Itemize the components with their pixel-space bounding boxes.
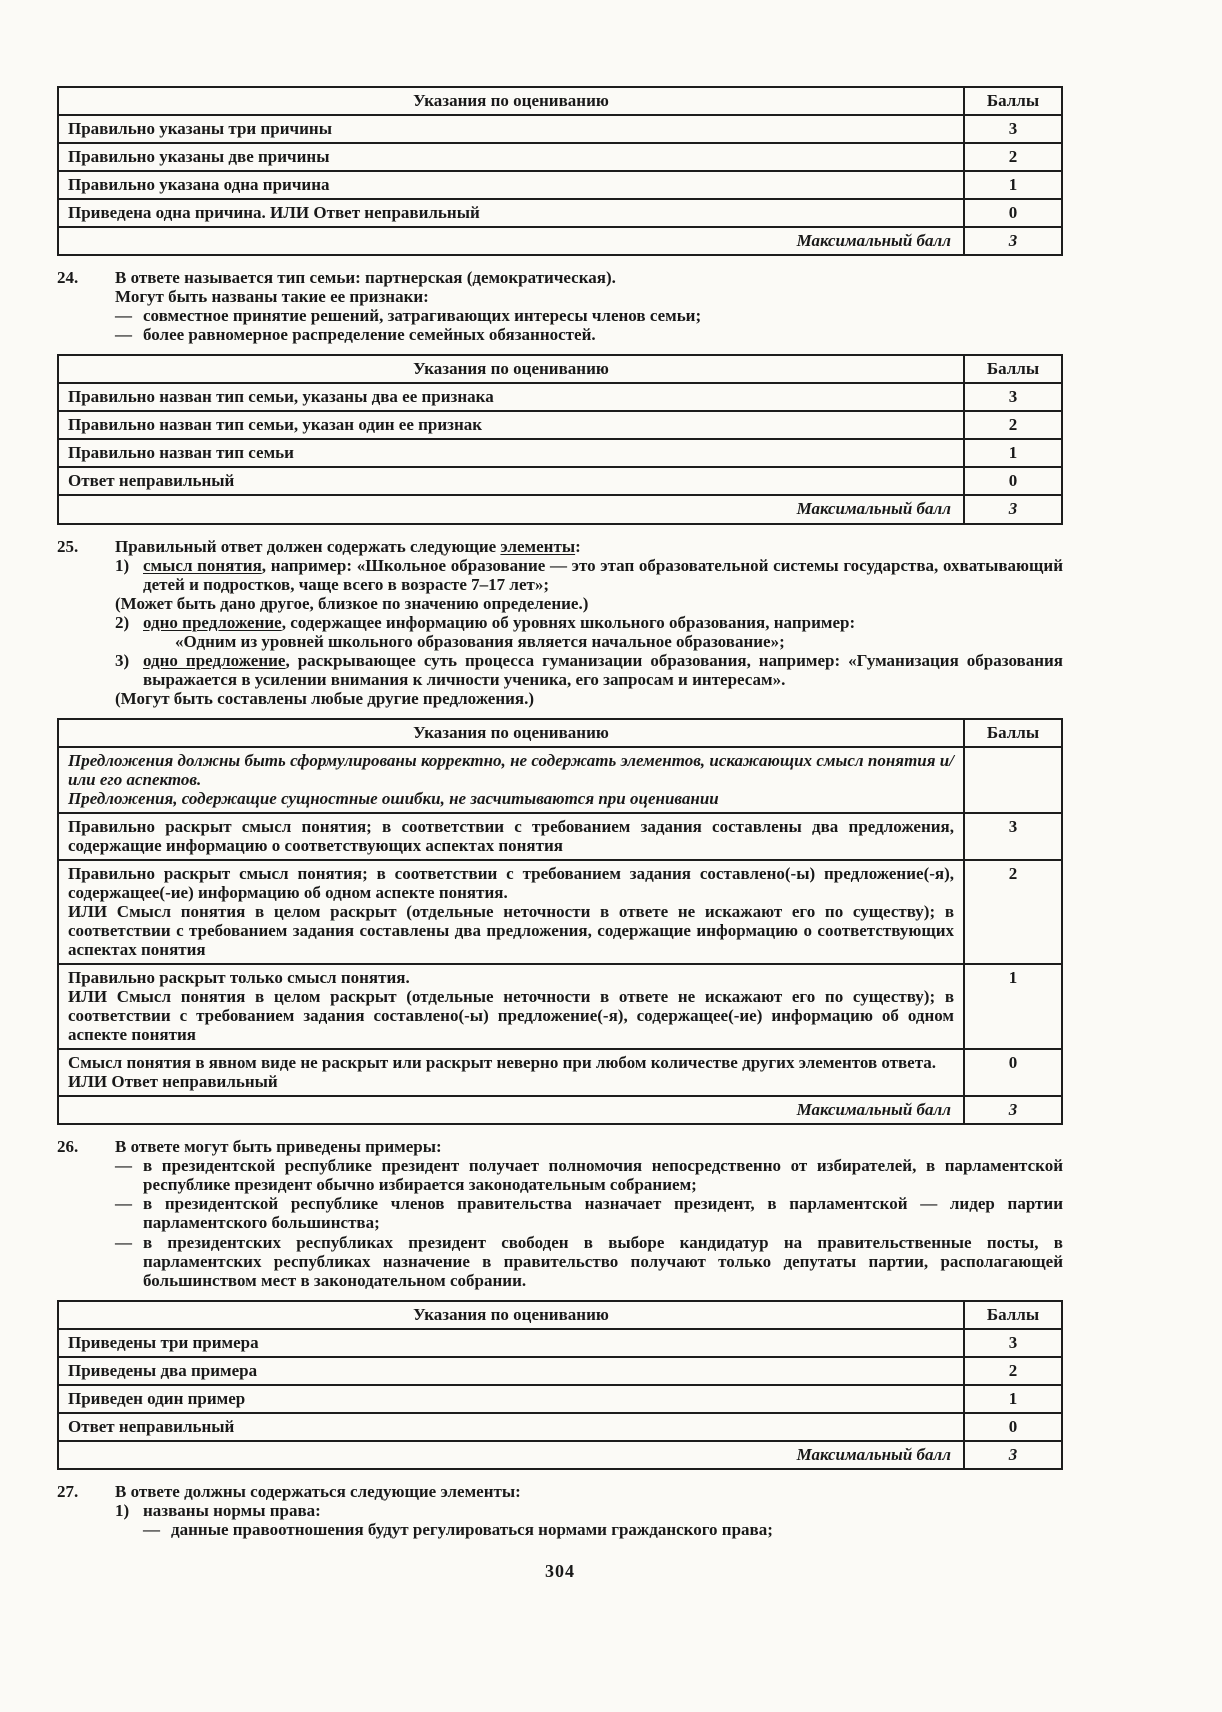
table-header-row bbox=[58, 87, 1062, 115]
score-cell: 0 bbox=[964, 199, 1062, 227]
criteria-cell: Приведена одна причина. ИЛИ Ответ неправильный bbox=[58, 199, 964, 227]
table-row bbox=[58, 439, 1062, 467]
underlined-term: одно предложение bbox=[143, 612, 282, 632]
score-cell: 2 bbox=[964, 411, 1062, 439]
dash-marker: — bbox=[143, 1519, 160, 1539]
criteria-text: Правильно раскрыт только смысл понятия. bbox=[68, 968, 410, 988]
max-score-label: Максимальный балл bbox=[58, 1096, 964, 1124]
score-cell: 3 bbox=[964, 115, 1062, 143]
criteria-cell: Приведены два примера bbox=[58, 1357, 964, 1385]
max-score-label: Максимальный балл bbox=[58, 495, 964, 523]
score-cell: 0 bbox=[964, 1413, 1062, 1441]
note-line: (Может быть дано другое, близкое по значению определение.) bbox=[115, 593, 589, 613]
dash-marker: — bbox=[115, 1232, 132, 1252]
task-24 bbox=[57, 268, 1063, 344]
numbered-text bbox=[143, 651, 1063, 689]
note-text: Предложения, содержащие сущностные ошибки, не засчитываются при оценивании bbox=[68, 788, 719, 808]
bullet-text: совместное принятие решений, затрагивающих интересы членов семьи; bbox=[143, 306, 702, 326]
numbered-item-2 bbox=[115, 613, 1063, 632]
table-row bbox=[58, 143, 1062, 171]
table-row bbox=[58, 411, 1062, 439]
page-content bbox=[57, 86, 1063, 1581]
score-cell: 1 bbox=[964, 964, 1062, 1049]
criteria-cell: Правильно указаны три причины bbox=[58, 115, 964, 143]
max-score-row bbox=[58, 227, 1062, 255]
score-cell-empty bbox=[964, 747, 1062, 813]
table-row bbox=[58, 171, 1062, 199]
score-cell: 3 bbox=[964, 1329, 1062, 1357]
max-score-value: 3 bbox=[964, 227, 1062, 255]
table-header-row bbox=[58, 1301, 1062, 1329]
score-cell: 0 bbox=[964, 1049, 1062, 1096]
dash-marker: — bbox=[115, 325, 132, 345]
page-number: 304 bbox=[545, 1560, 575, 1581]
list-marker: 2) bbox=[115, 612, 130, 632]
table-row bbox=[58, 1329, 1062, 1357]
dash-marker: — bbox=[115, 306, 132, 326]
task-27-head bbox=[57, 1482, 1063, 1501]
table-row bbox=[58, 964, 1062, 1049]
criteria-text: Правильно раскрыт смысл понятия; в соответствии с требованием задания составлены два предложения, содержащие информацию о соответствующих аспектах понятия bbox=[68, 816, 954, 855]
criteria-cell bbox=[58, 860, 964, 964]
task-25 bbox=[57, 537, 1063, 708]
numbered-text: названы нормы права: bbox=[143, 1500, 321, 1520]
criteria-cell bbox=[58, 1049, 964, 1096]
numbered-text bbox=[143, 556, 1063, 594]
criteria-cell: Правильно назван тип семьи bbox=[58, 439, 964, 467]
criteria-cell: Правильно указаны две причины bbox=[58, 143, 964, 171]
table-row bbox=[58, 383, 1062, 411]
task-number: 26. bbox=[57, 1137, 79, 1157]
bullet-item bbox=[115, 1156, 1063, 1194]
lead-text: : bbox=[575, 536, 581, 556]
table-row bbox=[58, 1049, 1062, 1096]
bullet-text: в президентской республике президент получает полномочия непосредственно от избирателей, в парламентской республике президент обычно избирается законодательным собранием; bbox=[143, 1156, 1063, 1195]
bullet-item bbox=[143, 1520, 1063, 1539]
table-row bbox=[58, 813, 1062, 860]
table-header-row bbox=[58, 719, 1062, 747]
score-cell: 2 bbox=[964, 143, 1062, 171]
score-header: Баллы bbox=[964, 719, 1062, 747]
bullet-item bbox=[115, 1194, 1063, 1232]
sub-list bbox=[143, 1520, 1063, 1539]
scoring-table-1 bbox=[57, 86, 1063, 256]
scoring-table-2 bbox=[57, 354, 1063, 524]
task-lead: В ответе могут быть приведены примеры: bbox=[115, 1137, 442, 1157]
criteria-text: ИЛИ Смысл понятия в целом раскрыт (отдельные неточности в ответе не искажают его по существу); в соответствии с требованием задания составлено(-ы) предложение(-я), содержащее(-ие) информацию об одном аспекте понятия bbox=[68, 987, 954, 1045]
bullet-text: в президентских республиках президент свободен в выборе кандидатур на правительственные посты, в парламентских республиках назначение в правительство получают только депутаты партии, располагающей большинством мест в законодательном собрании. bbox=[143, 1232, 1063, 1290]
score-header: Баллы bbox=[964, 1301, 1062, 1329]
task-number: 27. bbox=[57, 1481, 79, 1501]
task-26-body bbox=[115, 1156, 1063, 1289]
list-marker: 1) bbox=[115, 1500, 130, 1520]
item-text: , содержащее информацию об уровнях школьного образования, например: bbox=[281, 612, 856, 632]
max-score-value: 3 bbox=[964, 1441, 1062, 1469]
underlined-term: одно предложение bbox=[143, 650, 286, 670]
numbered-item-1 bbox=[115, 1501, 1063, 1520]
max-score-value: 3 bbox=[964, 495, 1062, 523]
item-text: , раскрывающее суть процесса гуманизации образования, например: «Гуманизация образования выражается в усилении внимания к личности ученика, его запросам и интересам». bbox=[143, 650, 1063, 689]
list-marker: 1) bbox=[115, 555, 130, 575]
score-cell: 2 bbox=[964, 1357, 1062, 1385]
criteria-note-cell bbox=[58, 747, 964, 813]
criteria-cell: Правильно назван тип семьи, указаны два ее признака bbox=[58, 383, 964, 411]
criteria-text: Смысл понятия в явном виде не раскрыт или раскрыт неверно при любом количестве других элементов ответа. bbox=[68, 1053, 937, 1073]
criteria-cell: Приведен один пример bbox=[58, 1385, 964, 1413]
score-header: Баллы bbox=[964, 355, 1062, 383]
table-row bbox=[58, 115, 1062, 143]
score-cell: 2 bbox=[964, 860, 1062, 964]
criteria-text: ИЛИ Смысл понятия в целом раскрыт (отдельные неточности в ответе не искажают его по существу); в соответствии с требованием задания составлены два предложения, содержащие информацию о соответствующих аспектах понятия bbox=[68, 902, 954, 960]
scoring-table-3 bbox=[57, 718, 1063, 1126]
score-cell: 3 bbox=[964, 383, 1062, 411]
note-line: (Могут быть составлены любые другие предложения.) bbox=[115, 688, 535, 708]
task-24-head bbox=[57, 268, 1063, 287]
dash-marker: — bbox=[115, 1194, 132, 1214]
task-24-body bbox=[115, 287, 1063, 344]
table-row bbox=[58, 860, 1062, 964]
task-number: 24. bbox=[57, 268, 79, 288]
score-cell: 1 bbox=[964, 171, 1062, 199]
task-lead: В ответе называется тип семьи: партнерская (демократическая). bbox=[115, 268, 616, 288]
criteria-text: Правильно раскрыт смысл понятия; в соответствии с требованием задания составлено(-ы) предложение(-я), содержащее(-ие) информацию об одном аспекте понятия. bbox=[68, 863, 954, 902]
task-25-body bbox=[115, 556, 1063, 708]
criteria-cell: Ответ неправильный bbox=[58, 1413, 964, 1441]
task-27-body bbox=[115, 1501, 1063, 1539]
criteria-header: Указания по оцениванию bbox=[58, 87, 964, 115]
criteria-cell: Правильно назван тип семьи, указан один ее признак bbox=[58, 411, 964, 439]
max-score-label: Максимальный балл bbox=[58, 227, 964, 255]
numbered-text bbox=[143, 613, 1063, 632]
criteria-cell bbox=[58, 813, 964, 860]
score-cell: 0 bbox=[964, 467, 1062, 495]
criteria-cell: Приведены три примера bbox=[58, 1329, 964, 1357]
task-text-line: Могут быть названы такие ее признаки: bbox=[115, 287, 429, 307]
table-row bbox=[58, 199, 1062, 227]
bullet-item bbox=[115, 1233, 1063, 1290]
score-cell: 3 bbox=[964, 813, 1062, 860]
scoring-table-4 bbox=[57, 1300, 1063, 1470]
max-score-row bbox=[58, 1096, 1062, 1124]
bullet-text: более равномерное распределение семейных обязанностей. bbox=[143, 325, 596, 345]
example-line: «Одним из уровней школьного образования является начальное образование»; bbox=[175, 631, 785, 651]
task-27 bbox=[57, 1482, 1063, 1539]
lead-text: Правильный ответ должен содержать следующие bbox=[115, 536, 501, 556]
table-row bbox=[58, 1385, 1062, 1413]
criteria-cell: Ответ неправильный bbox=[58, 467, 964, 495]
max-score-value: 3 bbox=[964, 1096, 1062, 1124]
task-26-head bbox=[57, 1137, 1063, 1156]
criteria-header: Указания по оцениванию bbox=[58, 355, 964, 383]
bullet-item bbox=[115, 325, 1063, 344]
dash-marker: — bbox=[115, 1156, 132, 1176]
bullet-item bbox=[115, 306, 1063, 325]
numbered-item-3 bbox=[115, 651, 1063, 689]
bullet-text: данные правоотношения будут регулироваться нормами гражданского права; bbox=[171, 1519, 773, 1539]
score-header: Баллы bbox=[964, 87, 1062, 115]
bullet-text: в президентской республике членов правительства назначает президент, в парламентской — лидер партии парламентского большинства; bbox=[143, 1194, 1063, 1233]
score-cell: 1 bbox=[964, 1385, 1062, 1413]
list-marker: 3) bbox=[115, 650, 130, 670]
table-header-row bbox=[58, 355, 1062, 383]
task-lead bbox=[115, 537, 1063, 556]
criteria-header: Указания по оцениванию bbox=[58, 719, 964, 747]
max-score-row bbox=[58, 1441, 1062, 1469]
criteria-cell bbox=[58, 964, 964, 1049]
score-cell: 1 bbox=[964, 439, 1062, 467]
task-26 bbox=[57, 1137, 1063, 1289]
numbered-item-1 bbox=[115, 556, 1063, 594]
lead-underlined-word: элементы bbox=[500, 536, 576, 556]
table-row bbox=[58, 1413, 1062, 1441]
table-row bbox=[58, 1357, 1062, 1385]
task-number: 25. bbox=[57, 536, 79, 556]
max-score-row bbox=[58, 495, 1062, 523]
item-text: , например: «Школьное образование — это этап образовательной системы государства, охватывающий детей и подростков, чаще всего в возрасте 7–17 лет»; bbox=[143, 555, 1063, 594]
max-score-label: Максимальный балл bbox=[58, 1441, 964, 1469]
criteria-text: ИЛИ Ответ неправильный bbox=[68, 1072, 278, 1092]
underlined-term: смысл понятия bbox=[143, 555, 262, 575]
task-lead: В ответе должны содержаться следующие элементы: bbox=[115, 1481, 521, 1501]
criteria-cell: Правильно указана одна причина bbox=[58, 171, 964, 199]
note-text: Предложения должны быть сформулированы корректно, не содержать элементов, искажающих смысл понятия и/или его аспектов. bbox=[68, 750, 954, 789]
task-25-head bbox=[57, 537, 1063, 556]
table-note-row bbox=[58, 747, 1062, 813]
criteria-header: Указания по оцениванию bbox=[58, 1301, 964, 1329]
table-row bbox=[58, 467, 1062, 495]
